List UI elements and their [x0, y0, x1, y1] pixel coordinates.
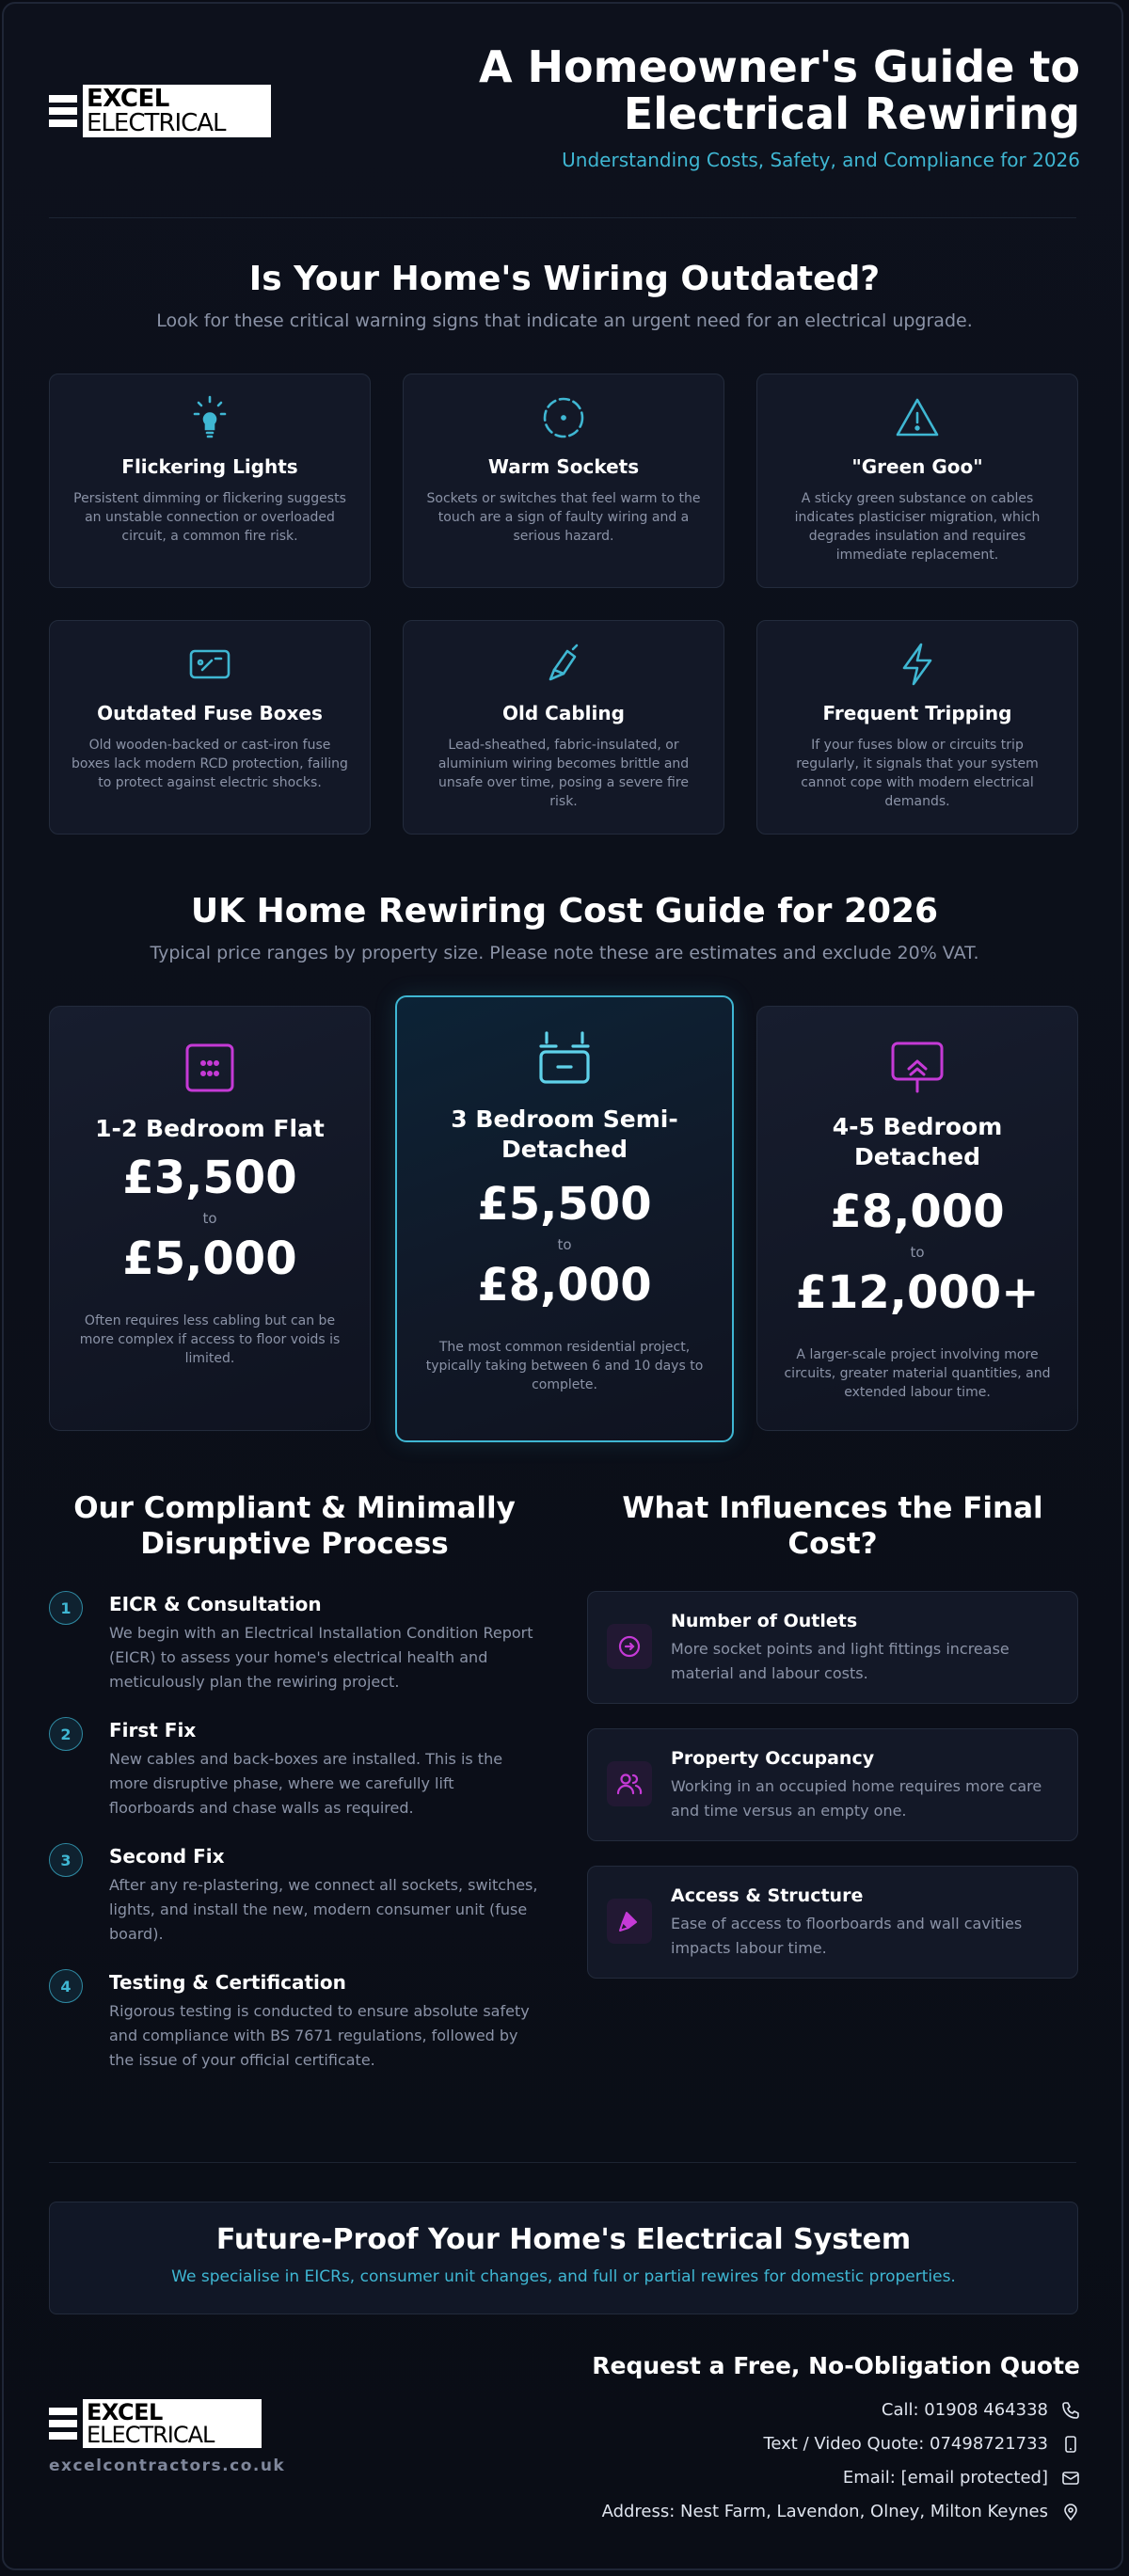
contact-address	[602, 2502, 1080, 2521]
step-number: 4	[49, 1969, 83, 2003]
logo-line1: EXCEL	[87, 85, 169, 113]
price-card-detached	[756, 1006, 1078, 1431]
title-line2: Electrical Rewiring	[623, 88, 1080, 139]
tier-desc: The most common residential project, typically taking between 6 and 10 days to complete.	[425, 1340, 704, 1392]
footer-divider	[49, 2162, 1076, 2163]
warning-title: Is Your Home's Wiring Outdated?	[248, 260, 881, 298]
logo-bars	[49, 2408, 77, 2440]
logo-wordmark	[83, 2399, 262, 2448]
cost-subtitle: Typical price ranges by property size. Please note these are estimates and exclude 20% VAT.	[150, 943, 979, 963]
email-icon	[1061, 2469, 1080, 2488]
factor-icon-box	[607, 1624, 652, 1669]
logo-line2: ELECTRICAL	[87, 109, 226, 137]
contact-email[interactable]	[843, 2468, 1080, 2488]
factor-desc: More socket points and light fittings increase material and labour costs.	[671, 1640, 1010, 1682]
step-title: Testing & Certification	[109, 1971, 346, 1994]
factor-desc: Working in an occupied home requires more care and time versus an empty one.	[671, 1777, 1042, 1820]
tier-to: to	[557, 1236, 572, 1253]
tier-low-price: £8,000	[830, 1185, 1005, 1238]
step-title: Second Fix	[109, 1845, 225, 1868]
card-desc: If your fuses blow or circuits trip regularly, it signals that your system cannot cope with modern electrical demands.	[796, 738, 1039, 809]
lightning-icon	[897, 642, 938, 687]
factor-title: Number of Outlets	[671, 1611, 858, 1631]
factor-icon-box	[607, 1761, 652, 1806]
cost-title: UK Home Rewiring Cost Guide for 2026	[190, 892, 939, 930]
tier-title: 4-5 Bedroom Detached	[832, 1113, 1003, 1170]
header-divider	[49, 217, 1076, 218]
address-text: Address: Nest Farm, Lavendon, Olney, Milton Keynes	[601, 2502, 1048, 2521]
factor-desc: Ease of access to floorboards and wall cavities impacts labour time.	[671, 1915, 1023, 1957]
text-quote-text[interactable]: Text / Video Quote: 07498721733	[763, 2434, 1048, 2454]
price-card-semi-detached	[395, 995, 734, 1442]
step-desc: New cables and back-boxes are installed. This is the more disruptive phase, where we carefully lift floorboards and chase walls as required.	[109, 1750, 503, 1817]
card-title: Frequent Tripping	[822, 702, 1012, 724]
page-title	[421, 43, 1080, 137]
factor-card-occupancy	[587, 1728, 1078, 1841]
logo-line2: ELECTRICAL	[87, 2422, 215, 2448]
flickering-light-icon	[189, 395, 231, 440]
logo	[49, 85, 271, 137]
warning-card-fuse-boxes	[49, 620, 371, 835]
card-title: Flickering Lights	[121, 455, 298, 478]
contact-text-quote[interactable]	[763, 2434, 1080, 2454]
card-title: Outdated Fuse Boxes	[97, 702, 323, 724]
logo-bars	[49, 95, 77, 127]
title-line1: A Homeowner's Guide to	[478, 41, 1080, 92]
step-desc: Rigorous testing is conducted to ensure absolute safety and compliance with BS 7671 regulations, followed by the issue of your official certificate.	[109, 2002, 530, 2069]
contact-title: Request a Free, No-Obligation Quote	[592, 2352, 1080, 2379]
phone-icon	[1061, 2401, 1080, 2420]
cta-desc: We specialise in EICRs, consumer unit changes, and full or partial rewires for domestic properties.	[171, 2267, 956, 2286]
logo-wordmark	[83, 85, 271, 137]
factor-card-access	[587, 1866, 1078, 1979]
outlet-icon	[617, 1634, 642, 1659]
phone-text[interactable]: Call: 01908 464338	[881, 2400, 1048, 2420]
detached-house-icon	[890, 1041, 945, 1095]
factor-card-outlets	[587, 1591, 1078, 1704]
tier-to: to	[910, 1244, 925, 1261]
step-title: First Fix	[109, 1719, 197, 1741]
warning-card-flickering	[49, 374, 371, 588]
process-step	[49, 1717, 538, 1821]
factors-title: What Influences the Final Cost?	[622, 1491, 1043, 1561]
semi-detached-icon	[535, 1029, 594, 1088]
tier-high-price: £5,000	[122, 1232, 297, 1285]
process-step	[49, 1843, 538, 1947]
process-title: Our Compliant & Minimally Disruptive Process	[73, 1491, 516, 1561]
factor-title: Access & Structure	[671, 1885, 864, 1906]
tools-icon	[617, 1909, 642, 1933]
tier-title: 3 Bedroom Semi-Detached	[451, 1105, 678, 1163]
card-desc: Sockets or switches that feel warm to the touch are a sign of faulty wiring and a serious hazard.	[426, 491, 701, 544]
website-link[interactable]: excelcontractors.co.uk	[49, 2457, 286, 2475]
tier-high-price: £12,000+	[795, 1266, 1040, 1319]
footer-logo	[49, 2399, 262, 2448]
card-title: Warm Sockets	[487, 455, 640, 478]
email-text[interactable]: Email: [email protected]	[842, 2468, 1048, 2488]
occupancy-icon	[616, 1772, 643, 1796]
step-title: EICR & Consultation	[109, 1593, 322, 1615]
warning-triangle-icon	[895, 395, 940, 440]
page-subtitle: Understanding Costs, Safety, and Compliance for 2026	[562, 149, 1080, 171]
warning-card-old-cabling	[403, 620, 724, 835]
card-desc: Lead-sheathed, fabric-insulated, or aluminium wiring becomes brittle and unsafe over time, posing a severe fire risk.	[437, 738, 690, 809]
tier-desc: Often requires less cabling but can be more complex if access to floor voids is limited.	[79, 1313, 341, 1366]
cta-title: Future-Proof Your Home's Electrical System	[215, 2223, 912, 2256]
tier-high-price: £8,000	[477, 1259, 652, 1312]
warm-socket-icon	[541, 395, 586, 440]
warning-card-warm-sockets	[403, 374, 724, 588]
warning-card-frequent-tripping	[756, 620, 1078, 835]
card-desc: Persistent dimming or flickering suggests an unstable connection or overloaded circuit, a common fire risk.	[73, 491, 346, 544]
factor-title: Property Occupancy	[671, 1748, 875, 1769]
fuse-box-icon	[187, 644, 232, 685]
old-cable-icon	[541, 642, 586, 687]
logo-line1: EXCEL	[87, 2399, 163, 2425]
card-title: "Green Goo"	[851, 455, 983, 478]
warning-subtitle: Look for these critical warning signs that indicate an urgent need for an electrical upgrade.	[156, 310, 973, 331]
mobile-icon	[1061, 2435, 1080, 2454]
step-desc: After any re-plastering, we connect all sockets, switches, lights, and install the new, modern consumer unit (fuse board).	[109, 1876, 538, 1943]
contact-phone[interactable]	[882, 2400, 1080, 2420]
factor-icon-box	[607, 1899, 652, 1944]
warning-card-green-goo	[756, 374, 1078, 588]
location-pin-icon	[1061, 2503, 1080, 2521]
process-step	[49, 1591, 538, 1694]
flat-icon	[184, 1042, 235, 1093]
process-step	[49, 1969, 538, 2073]
card-desc: Old wooden-backed or cast-iron fuse boxes lack modern RCD protection, failing to protect against electric shocks.	[72, 738, 348, 790]
tier-low-price: £3,500	[122, 1152, 297, 1204]
step-number: 2	[49, 1717, 83, 1751]
tier-low-price: £5,500	[477, 1178, 652, 1231]
card-title: Old Cabling	[502, 702, 625, 724]
tier-to: to	[202, 1210, 217, 1227]
step-desc: We begin with an Electrical Installation Condition Report (EICR) to assess your home's electrical health and meticulously plan the rewiring project.	[109, 1624, 533, 1691]
step-number: 1	[49, 1591, 83, 1625]
card-desc: A sticky green substance on cables indicates plasticiser migration, which degrades insulation and requires immediate replacement.	[794, 491, 1041, 563]
tier-desc: A larger-scale project involving more circuits, greater material quantities, and extended labour time.	[784, 1347, 1051, 1400]
price-card-flat	[49, 1006, 371, 1431]
tier-title: 1-2 Bedroom Flat	[95, 1115, 325, 1142]
cta-banner	[49, 2202, 1078, 2314]
step-number: 3	[49, 1843, 83, 1877]
